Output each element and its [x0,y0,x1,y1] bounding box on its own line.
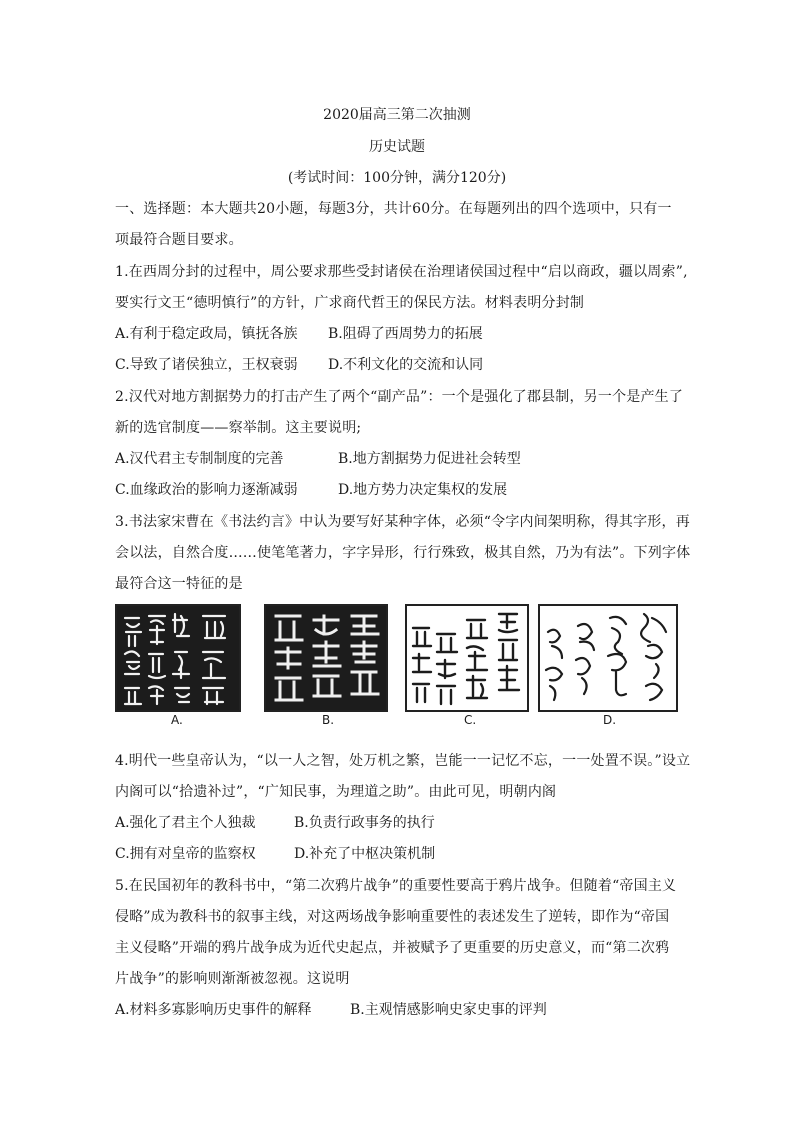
option-b[interactable]: B.地方割据势力促进社会转型 [338,451,521,467]
option-a[interactable]: A.强化了君主个人独裁 [115,815,256,831]
calligraphy-image-c[interactable] [405,604,529,712]
option-b[interactable]: B.主观情感影响史家史事的评判 [350,1002,547,1018]
image-label-c: C. [464,713,477,727]
question-text-line: 主义侵略”开端的鸦片战争成为近代史起点，并被赋予了更重要的历史意义，而“第二次鸦 [115,940,670,956]
question-text-line: 5.在民国初年的教科书中，“第二次鸦片战争”的重要性要高于鸦片战争。但随着“帝国主义 [115,878,677,894]
option-a[interactable]: A.有利于稳定政局，镇抚各族 [115,326,298,342]
option-d[interactable]: D.不利文化的交流和认同 [328,357,484,373]
subject-title: 历史试题 [369,139,425,155]
question-text-line: 内阁可以“拾遗补过”，“广知民事，为理道之助”。由此可见，明朝内阁 [115,784,557,800]
section-instruction-line1: 一、选择题：本大题共20小题，每题3分，共计60分。在每题列出的四个选项中，只有一 [115,201,672,217]
option-a[interactable]: A.汉代君主专制制度的完善 [115,451,284,467]
calligraphy-image-d[interactable] [538,604,678,712]
option-b[interactable]: B.阻碍了西周势力的拓展 [328,326,483,342]
calligraphy-image-b[interactable] [264,604,388,712]
question-text-line: 会以法，自然合度……使笔笔著力，字字异形，行行殊致，极其自然，乃为有法”。下列字体 [115,545,691,561]
image-label-d: D. [603,713,617,727]
option-a[interactable]: A.材料多寡影响历史事件的解释 [115,1002,312,1018]
calligraphy-image-a[interactable] [115,604,241,712]
question-text-line: 2.汉代对地方割据势力的打击产生了两个“副产品”：一个是强化了郡县制，另一个是产生了 [115,389,684,405]
section-instruction-line2: 项最符合题目要求。 [115,232,243,248]
option-c[interactable]: C.血缘政治的影响力逐渐减弱 [115,482,298,498]
question-text-line: 侵略”成为教科书的叙事主线，对这两场战争影响重要性的表述发生了逆转，即作为“帝国 [115,909,670,925]
question-text-line: 新的选官制度——察举制。这主要说明; [115,420,362,436]
question-text-line: 1.在西周分封的过程中，周公要求那些受封诸侯在治理诸侯国过程中“启以商政，疆以周索”, [115,264,688,280]
question-text-line: 要实行文王“德明慎行”的方针，广求商代哲王的保民方法。材料表明分封制 [115,295,585,311]
image-label-a: A. [171,713,183,727]
option-b[interactable]: B.负责行政事务的执行 [294,815,435,831]
question-text-line: 4.明代一些皇帝认为，“以一人之智，处万机之繁，岂能一一记忆不忘，一一处置不误。”设立 [115,753,691,769]
exam-info: (考试时间：100分钟，满分120分) [287,170,507,186]
option-c[interactable]: C.拥有对皇帝的监察权 [115,846,256,862]
image-label-b: B. [322,713,335,727]
question-text-line: 最符合这一特征的是 [115,576,243,592]
exam-title: 2020届高三第二次抽测 [323,107,471,123]
option-d[interactable]: D.地方势力决定集权的发展 [338,482,508,498]
question-text-line: 片战争”的影响则渐渐被忽视。这说明 [115,971,350,987]
option-c[interactable]: C.导致了诸侯独立，王权衰弱 [115,357,298,373]
question-text-line: 3.书法家宋曹在《书法约言》中认为要写好某种字体，必须“令字内间架明称，得其字形，再 [115,514,690,530]
option-d[interactable]: D.补充了中枢决策机制 [294,846,436,862]
